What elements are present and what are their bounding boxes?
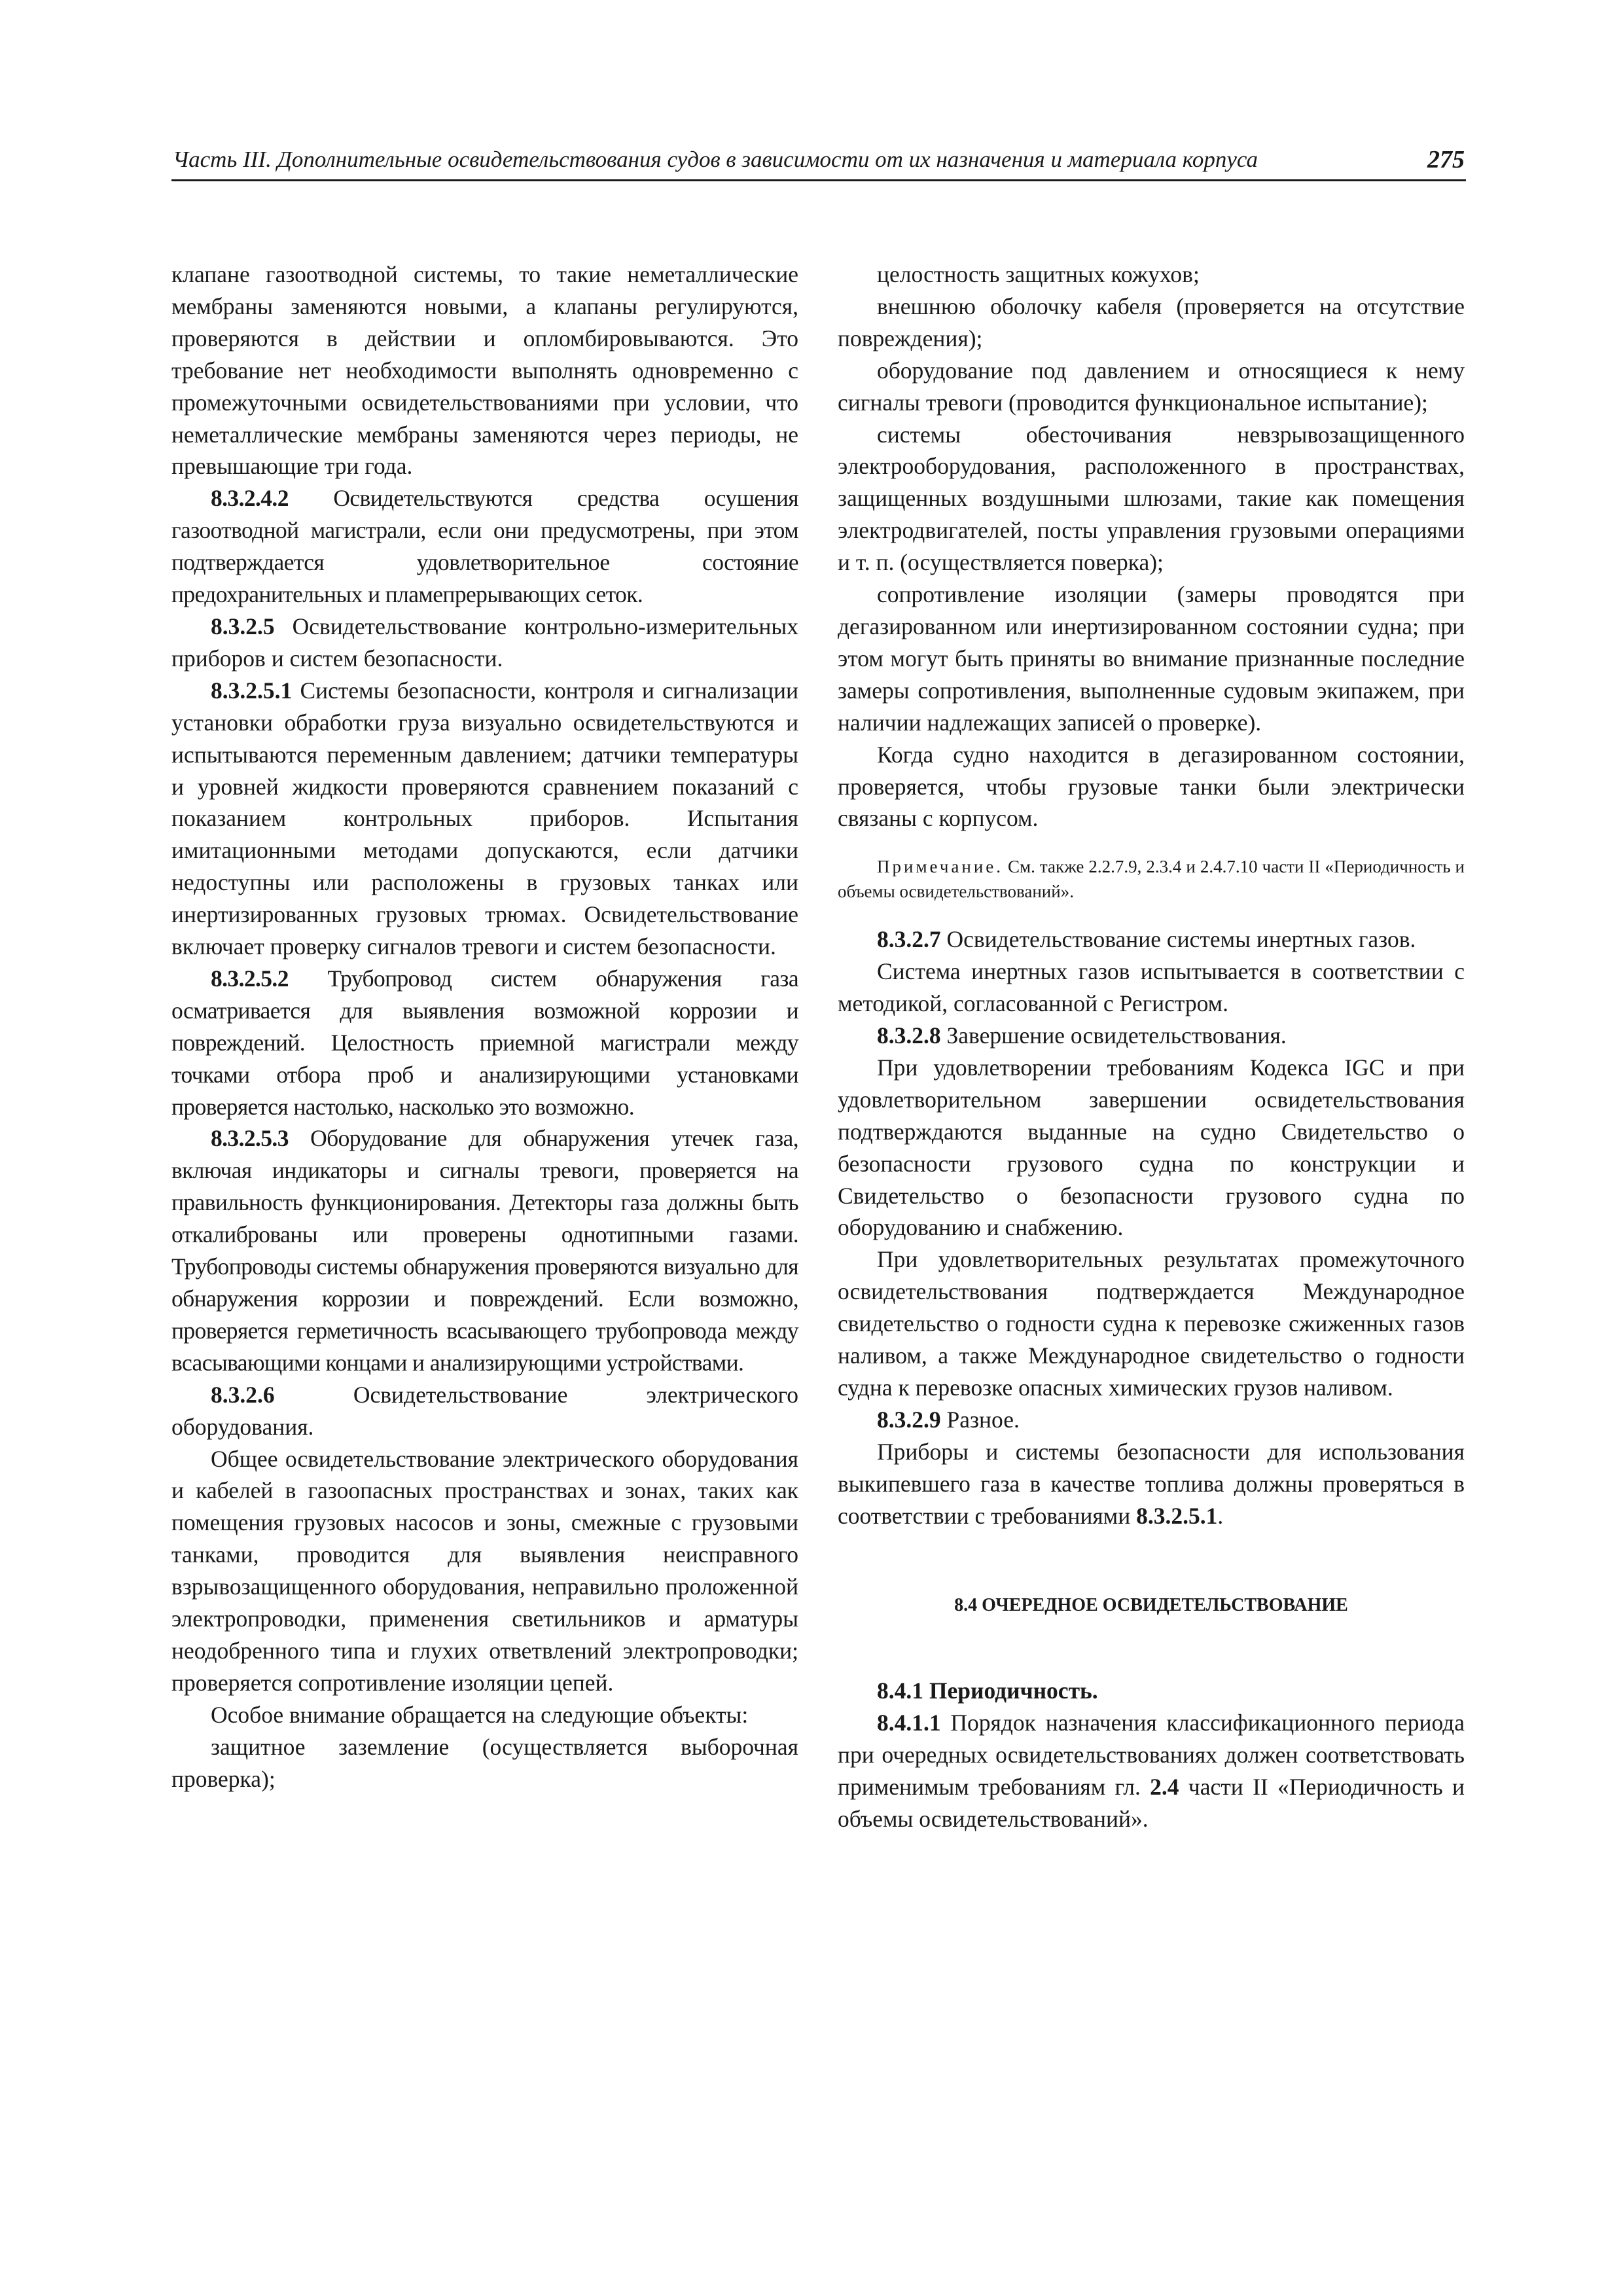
paragraph: Общее освидетельствование электрического оборудования и кабелей в газоопасных пространствах и зонах, таких как помещения грузовых насосов и зоны, смежные с грузовыми танками, проводится для выявления неисправного взрывозащищенного оборудования, неправильно проложенной электропроводки, применения светильников и арматуры неодобренного типа и глухих ответвлений электропроводки; проверяется сопротивление изоляции цепей.	[171, 1445, 798, 1696]
clause-number: 8.3.2.8	[877, 1022, 941, 1049]
note-label: Примечание.	[877, 857, 1004, 877]
section-heading: 8.4 ОЧЕРЕДНОЕ ОСВИДЕТЕЛЬСТВОВАНИЕ	[954, 1594, 1348, 1615]
clause-number: 8.3.2.4.2	[211, 485, 289, 512]
clause-number: 8.3.2.5.2	[211, 965, 289, 992]
paragraph: При удовлетворительных результатах промежуточного освидетельствования подтверждается Международное свидетельство о годности судна к перевозке сжиженных газов наливом, а также Международное свидетельство о годности судна к перевозке опасных химических грузов наливом.	[838, 1246, 1465, 1401]
running-header	[171, 145, 1466, 181]
paragraph: Система инертных газов испытывается в соответствии с методикой, согласованной с Регистром.	[838, 958, 1465, 1017]
list-item: системы обесточивания невзрывозащищенного электрооборудования, расположенного в пространствах, защищенных воздушными шлюзами, такие как помещения электродвигателей, посты управления грузовыми операциями и т. п. (осуществляется поверка);	[838, 421, 1465, 576]
list-item: целостность защитных кожухов;	[877, 261, 1200, 287]
right-column	[838, 259, 1465, 1835]
paragraph: Приборы и системы безопасности для использования выкипевшего газа в качестве топлива должны проверяться в соответствии с требованиями 8.3.2.5.1.	[838, 1438, 1465, 1529]
paragraph: Особое внимание обращается на следующие объекты:	[211, 1701, 749, 1728]
clause-number: 8.3.2.5	[211, 613, 275, 639]
paragraph-8-3-2-9: 8.3.2.9 Разное.	[877, 1406, 1020, 1433]
clause-number: 8.3.2.5.1	[211, 677, 293, 704]
paragraph: клапане газоотводной системы, то такие неметаллические мембраны заменяются новыми, а клапаны регулируются, проверяются в действии и опломбировываются. Это требование нет необходимости выполнять одновременно с промежуточными освидетельствованиями при условии, что неметаллические мембраны заменяются через периоды, не превышающие три года.	[171, 261, 798, 480]
paragraph-8-3-2-6: 8.3.2.6 Освидетельствование электрического оборудования.	[171, 1381, 798, 1440]
paragraph-8-4-1: 8.4.1 Периодичность.	[877, 1677, 1098, 1704]
list-item: внешнюю оболочку кабеля (проверяется на отсутствие повреждения);	[838, 293, 1465, 351]
header-title: Часть III. Дополнительные освидетельствования судов в зависимости от их назначения и материала корпуса	[173, 147, 1258, 172]
paragraph: защитное заземление (осуществляется выборочная проверка);	[171, 1733, 798, 1792]
paragraph-8-3-2-4-2: 8.3.2.4.2 Освидетельствуются средства осушения газоотводной магистрали, если они предусмотрены, при этом подтверждается удовлетворительное состояние предохранительных и пламепрерывающих сеток.	[171, 485, 798, 608]
list-item: оборудование под давлением и относящиеся к нему сигналы тревоги (проводится функциональное испытание);	[838, 357, 1465, 416]
clause-reference: 2.4	[1150, 1774, 1179, 1801]
clause-number: 8.4.1.1	[877, 1710, 941, 1736]
clause-number: 8.3.2.5.3	[211, 1125, 289, 1152]
paragraph-8-3-2-5-3: 8.3.2.5.3 Оборудование для обнаружения утечек газа, включая индикаторы и сигналы тревоги, проверяется на правильность функционирования. Детекторы газа должны быть откалиброваны или проверены однотипными газами. Трубопроводы системы обнаружения проверяются визуально для обнаружения коррозии и повреждений. Если возможно, проверяется герметичность всасывающего трубопровода между всасывающими концами и анализирующими устройствами.	[171, 1125, 798, 1376]
left-column	[171, 259, 798, 1795]
paragraph-8-3-2-5: 8.3.2.5 Освидетельствование контрольно-измерительных приборов и систем безопасности.	[171, 613, 798, 672]
paragraph-8-4-1-1: 8.4.1.1 Порядок назначения классификационного периода при очередных освидетельствованиях должен соответствовать применимым требованиям гл. 2.4 части II «Периодичность и объемы освидетельствований».	[838, 1710, 1465, 1833]
paragraph: При удовлетворении требованиям Кодекса IGC и при удовлетворительном завершении освидетельствования подтверждаются выданные на судно Свидетельство о безопасности грузового судна по конструкции и Свидетельство о безопасности грузового судна по оборудованию и снабжению.	[838, 1054, 1465, 1241]
list-item: сопротивление изоляции (замеры проводятся при дегазированном или инертизированном состоянии судна; при этом могут быть приняты во внимание признанные последние замеры сопротивления, выполненные судовым экипажем, при наличии надлежащих записей о проверке).	[838, 581, 1465, 736]
clause-number: 8.4.1	[877, 1677, 923, 1704]
paragraph-8-3-2-5-1: 8.3.2.5.1 Системы безопасности, контроля и сигнализации установки обработки груза визуально освидетельствуются и испытываются переменным давлением; датчики температуры и уровней жидкости проверяются сравнением показаний с показанием контрольных приборов. Испытания имитационными методами допускаются, если датчики недоступны или расположены в грузовых танках или инертизированных грузовых трюмах. Освидетельствование включает проверку сигналов тревоги и систем безопасности.	[171, 677, 798, 960]
note: Примечание. См. также 2.2.7.9, 2.3.4 и 2.4.7.10 части II «Периодичность и объемы освидетельствований».	[838, 857, 1465, 902]
page-number: 275	[1427, 146, 1465, 173]
clause-reference: 8.3.2.5.1	[1136, 1502, 1218, 1529]
clause-number: 8.3.2.7	[877, 926, 941, 953]
clause-number: 8.3.2.9	[877, 1406, 941, 1433]
paragraph-8-3-2-5-2: 8.3.2.5.2 Трубопровод систем обнаружения газа осматривается для выявления возможной коррозии и повреждений. Целостность приемной магистрали между точками отбора проб и анализирующими установками проверяется настолько, насколько это возможно.	[171, 965, 798, 1120]
paragraph-8-3-2-7: 8.3.2.7 Освидетельствование системы инертных газов.	[877, 926, 1416, 953]
paragraph: Когда судно находится в дегазированном состоянии, проверяется, чтобы грузовые танки были электрически связаны с корпусом.	[838, 741, 1465, 832]
paragraph-8-3-2-8: 8.3.2.8 Завершение освидетельствования.	[877, 1022, 1287, 1049]
clause-number: 8.3.2.6	[211, 1381, 275, 1408]
